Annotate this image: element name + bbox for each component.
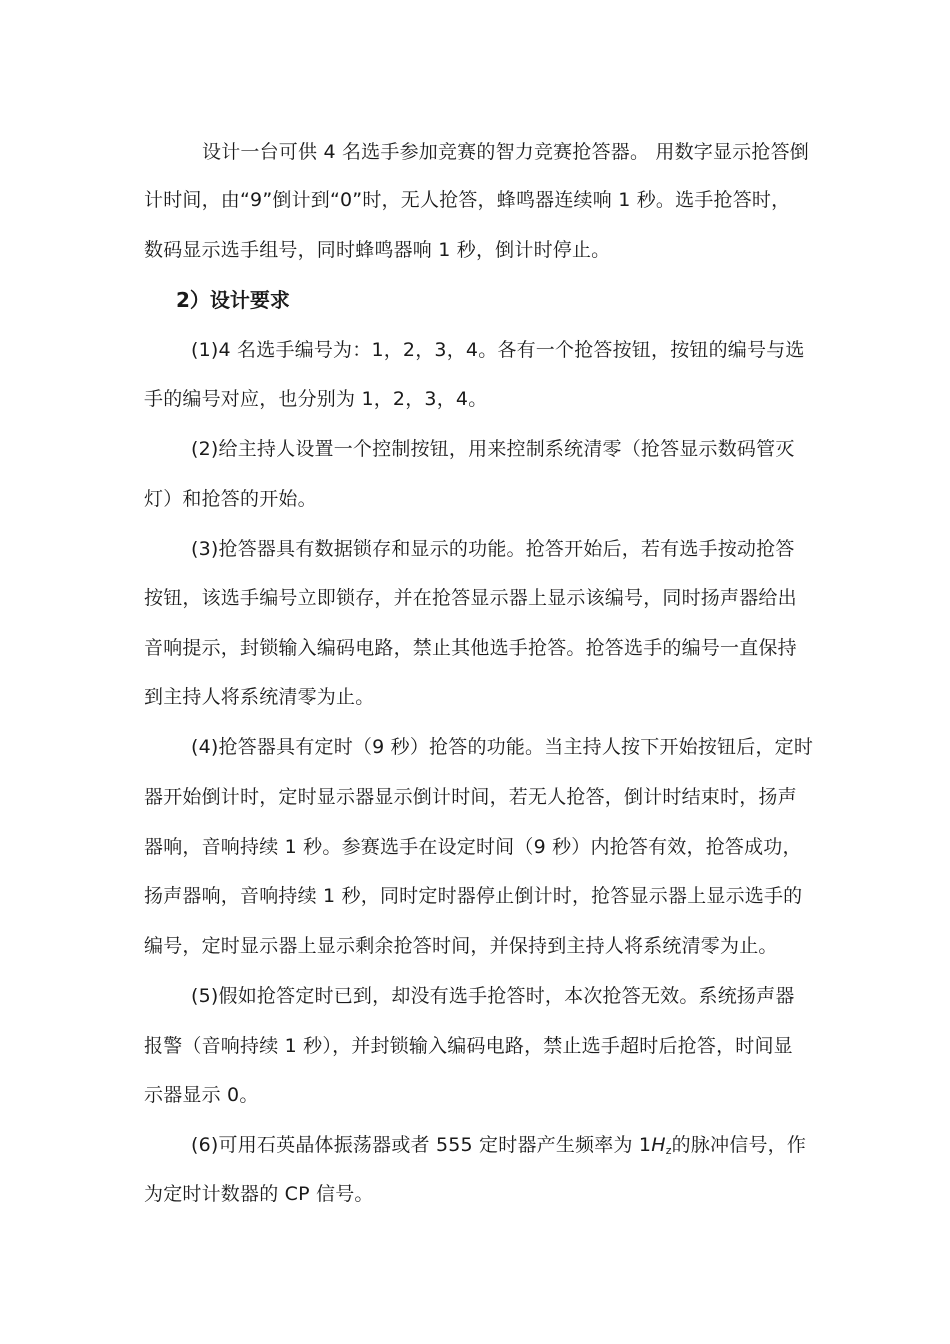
- req6-line-2: 为定时计数器的 CP 信号。: [144, 1183, 374, 1205]
- intro-line-2: 计时间，由“9”倒计到“0”时，无人抢答，蜂鸣器连续响 1 秒。选手抢答时，: [144, 189, 791, 211]
- req6-line-1-post: 的脉冲信号，作: [671, 1134, 807, 1156]
- req3-line-4: 到主持人将系统清零为止。: [144, 686, 375, 708]
- req4-line-2: 器开始倒计时，定时显示器显示倒计时间，若无人抢答，倒计时结束时，扬声: [144, 786, 797, 808]
- req6-line-1-pre: (6)可用石英晶体振荡器或者 555 定时器产生频率为 1: [191, 1134, 652, 1156]
- req1-line-1: (1)4 名选手编号为：1，2，3，4。各有一个抢答按钮，按钮的编号与选: [191, 339, 805, 361]
- req6-line-1: [191, 1132, 806, 1164]
- hz-unit-z: z: [665, 1144, 672, 1157]
- req5-line-3: 示器显示 0。: [144, 1084, 259, 1106]
- intro-line-1: 设计一台可供 4 名选手参加竞赛的智力竞赛抢答器。 用数字显示抢答倒: [202, 141, 810, 163]
- req2-line-2: 灯）和抢答的开始。: [144, 488, 317, 510]
- req5-line-1: (5)假如抢答定时已到，却没有选手抢答时，本次抢答无效。系统扬声器: [191, 985, 795, 1007]
- hz-unit-h: H: [651, 1134, 666, 1156]
- intro-line-3: 数码显示选手组号，同时蜂鸣器响 1 秒，倒计时停止。: [144, 239, 611, 261]
- req3-line-3: 音响提示，封锁输入编码电路，禁止其他选手抢答。抢答选手的编号一直保持: [144, 637, 797, 659]
- req4-line-4: 扬声器响，音响持续 1 秒，同时定时器停止倒计时，抢答显示器上显示选手的: [144, 885, 803, 907]
- req1-line-2: 手的编号对应，也分别为 1，2，3，4。: [144, 388, 488, 410]
- section-heading-design-requirements: 2）设计要求: [176, 288, 290, 312]
- req4-line-3: 器响，音响持续 1 秒。参赛选手在设定时间（9 秒）内抢答有效，抢答成功，: [144, 836, 802, 858]
- req4-line-1: (4)抢答器具有定时（9 秒）抢答的功能。当主持人按下开始按钮后，定时: [191, 736, 814, 758]
- req4-line-5: 编号，定时显示器上显示剩余抢答时间，并保持到主持人将系统清零为止。: [144, 935, 778, 957]
- req3-line-1: (3)抢答器具有数据锁存和显示的功能。抢答开始后，若有选手按动抢答: [191, 538, 795, 560]
- req2-line-1: (2)给主持人设置一个控制按钮，用来控制系统清零（抢答显示数码管灭: [191, 438, 795, 460]
- req3-line-2: 按钮，该选手编号立即锁存，并在抢答显示器上显示该编号，同时扬声器给出: [144, 587, 797, 609]
- req5-line-2: 报警（音响持续 1 秒），并封锁输入编码电路，禁止选手超时后抢答，时间显: [144, 1035, 793, 1057]
